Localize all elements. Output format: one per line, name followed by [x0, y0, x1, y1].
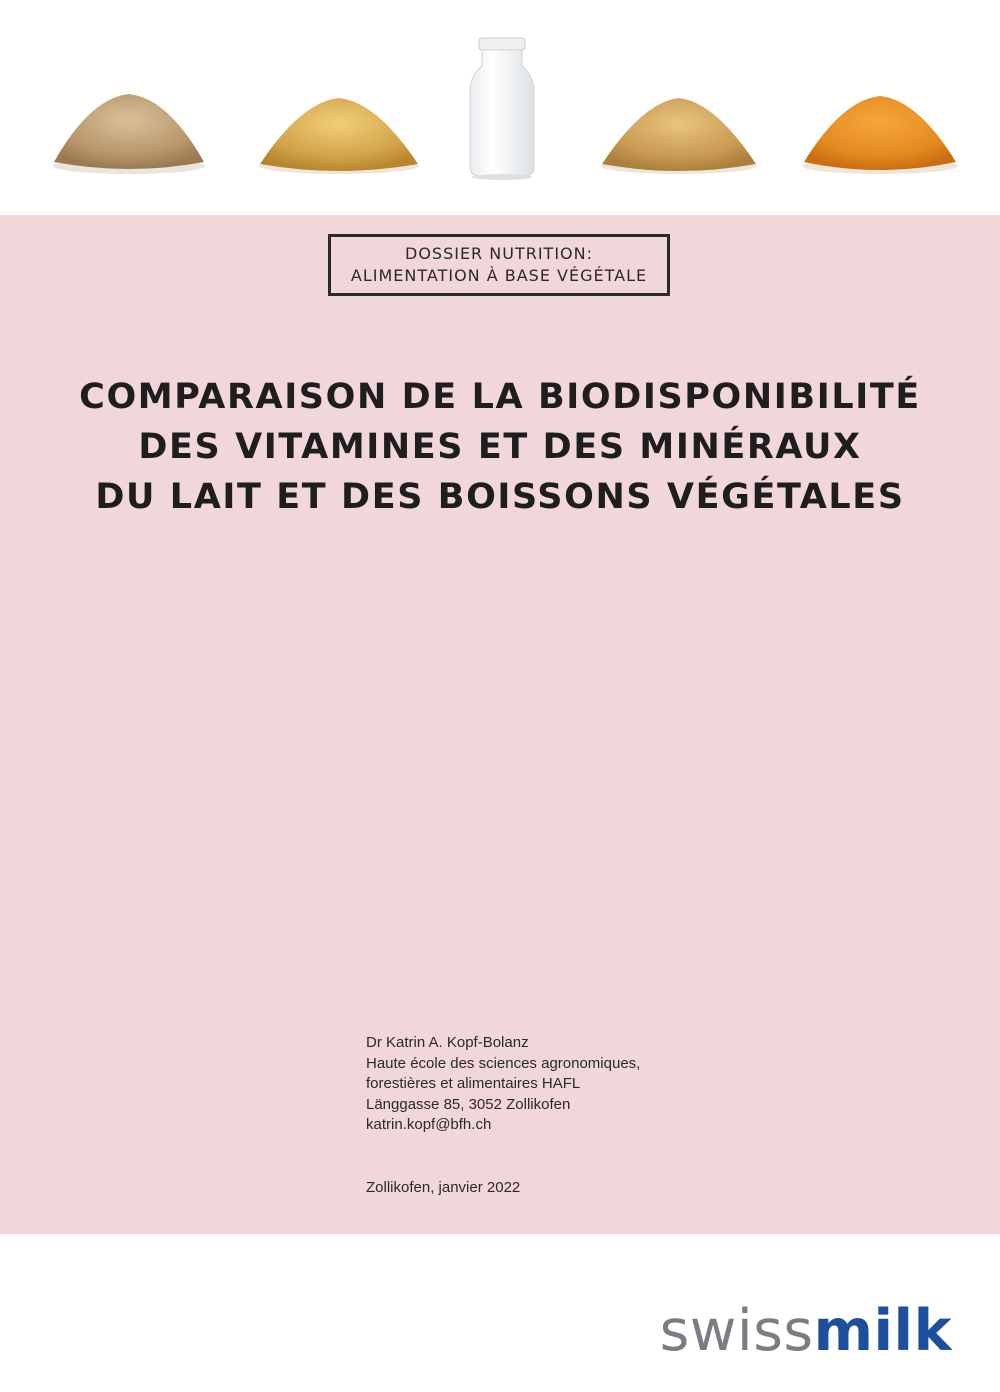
quinoa-pile-image	[50, 88, 208, 176]
swissmilk-logo	[660, 1298, 952, 1364]
badge-line-1: DOSSIER NUTRITION:	[405, 244, 593, 263]
publication-date: Zollikofen, janvier 2022	[366, 1179, 521, 1196]
top-image-strip	[0, 0, 1000, 215]
bulgur-pile-image	[256, 94, 422, 176]
split-peas-pile-image	[800, 90, 960, 176]
couscous-pile-image	[598, 94, 760, 176]
title-line-2: DES VITAMINES ET DES MINÉRAUX	[138, 427, 862, 467]
document-title	[40, 372, 960, 522]
author-address: Länggasse 85, 3052 Zollikofen	[366, 1095, 571, 1113]
logo-part-milk: milk	[813, 1298, 952, 1364]
author-institution-line-2: forestières et alimentaires HAFL	[366, 1075, 581, 1092]
author-name: Dr Katrin A. Kopf-Bolanz	[366, 1034, 529, 1051]
author-email: katrin.kopf@bfh.ch	[366, 1116, 492, 1133]
author-block	[366, 1033, 640, 1136]
title-line-1: COMPARAISON DE LA BIODISPONIBILITÉ	[79, 377, 921, 417]
title-line-3: DU LAIT ET DES BOISSONS VÉGÉTALES	[95, 477, 905, 517]
logo-part-swiss: swiss	[659, 1298, 814, 1364]
milk-bottle-image	[466, 36, 538, 180]
author-institution-line-1: Haute école des sciences agronomiques,	[366, 1054, 641, 1072]
badge-line-2: ALIMENTATION À BASE VÉGÉTALE	[350, 266, 648, 285]
dossier-badge	[328, 234, 670, 296]
